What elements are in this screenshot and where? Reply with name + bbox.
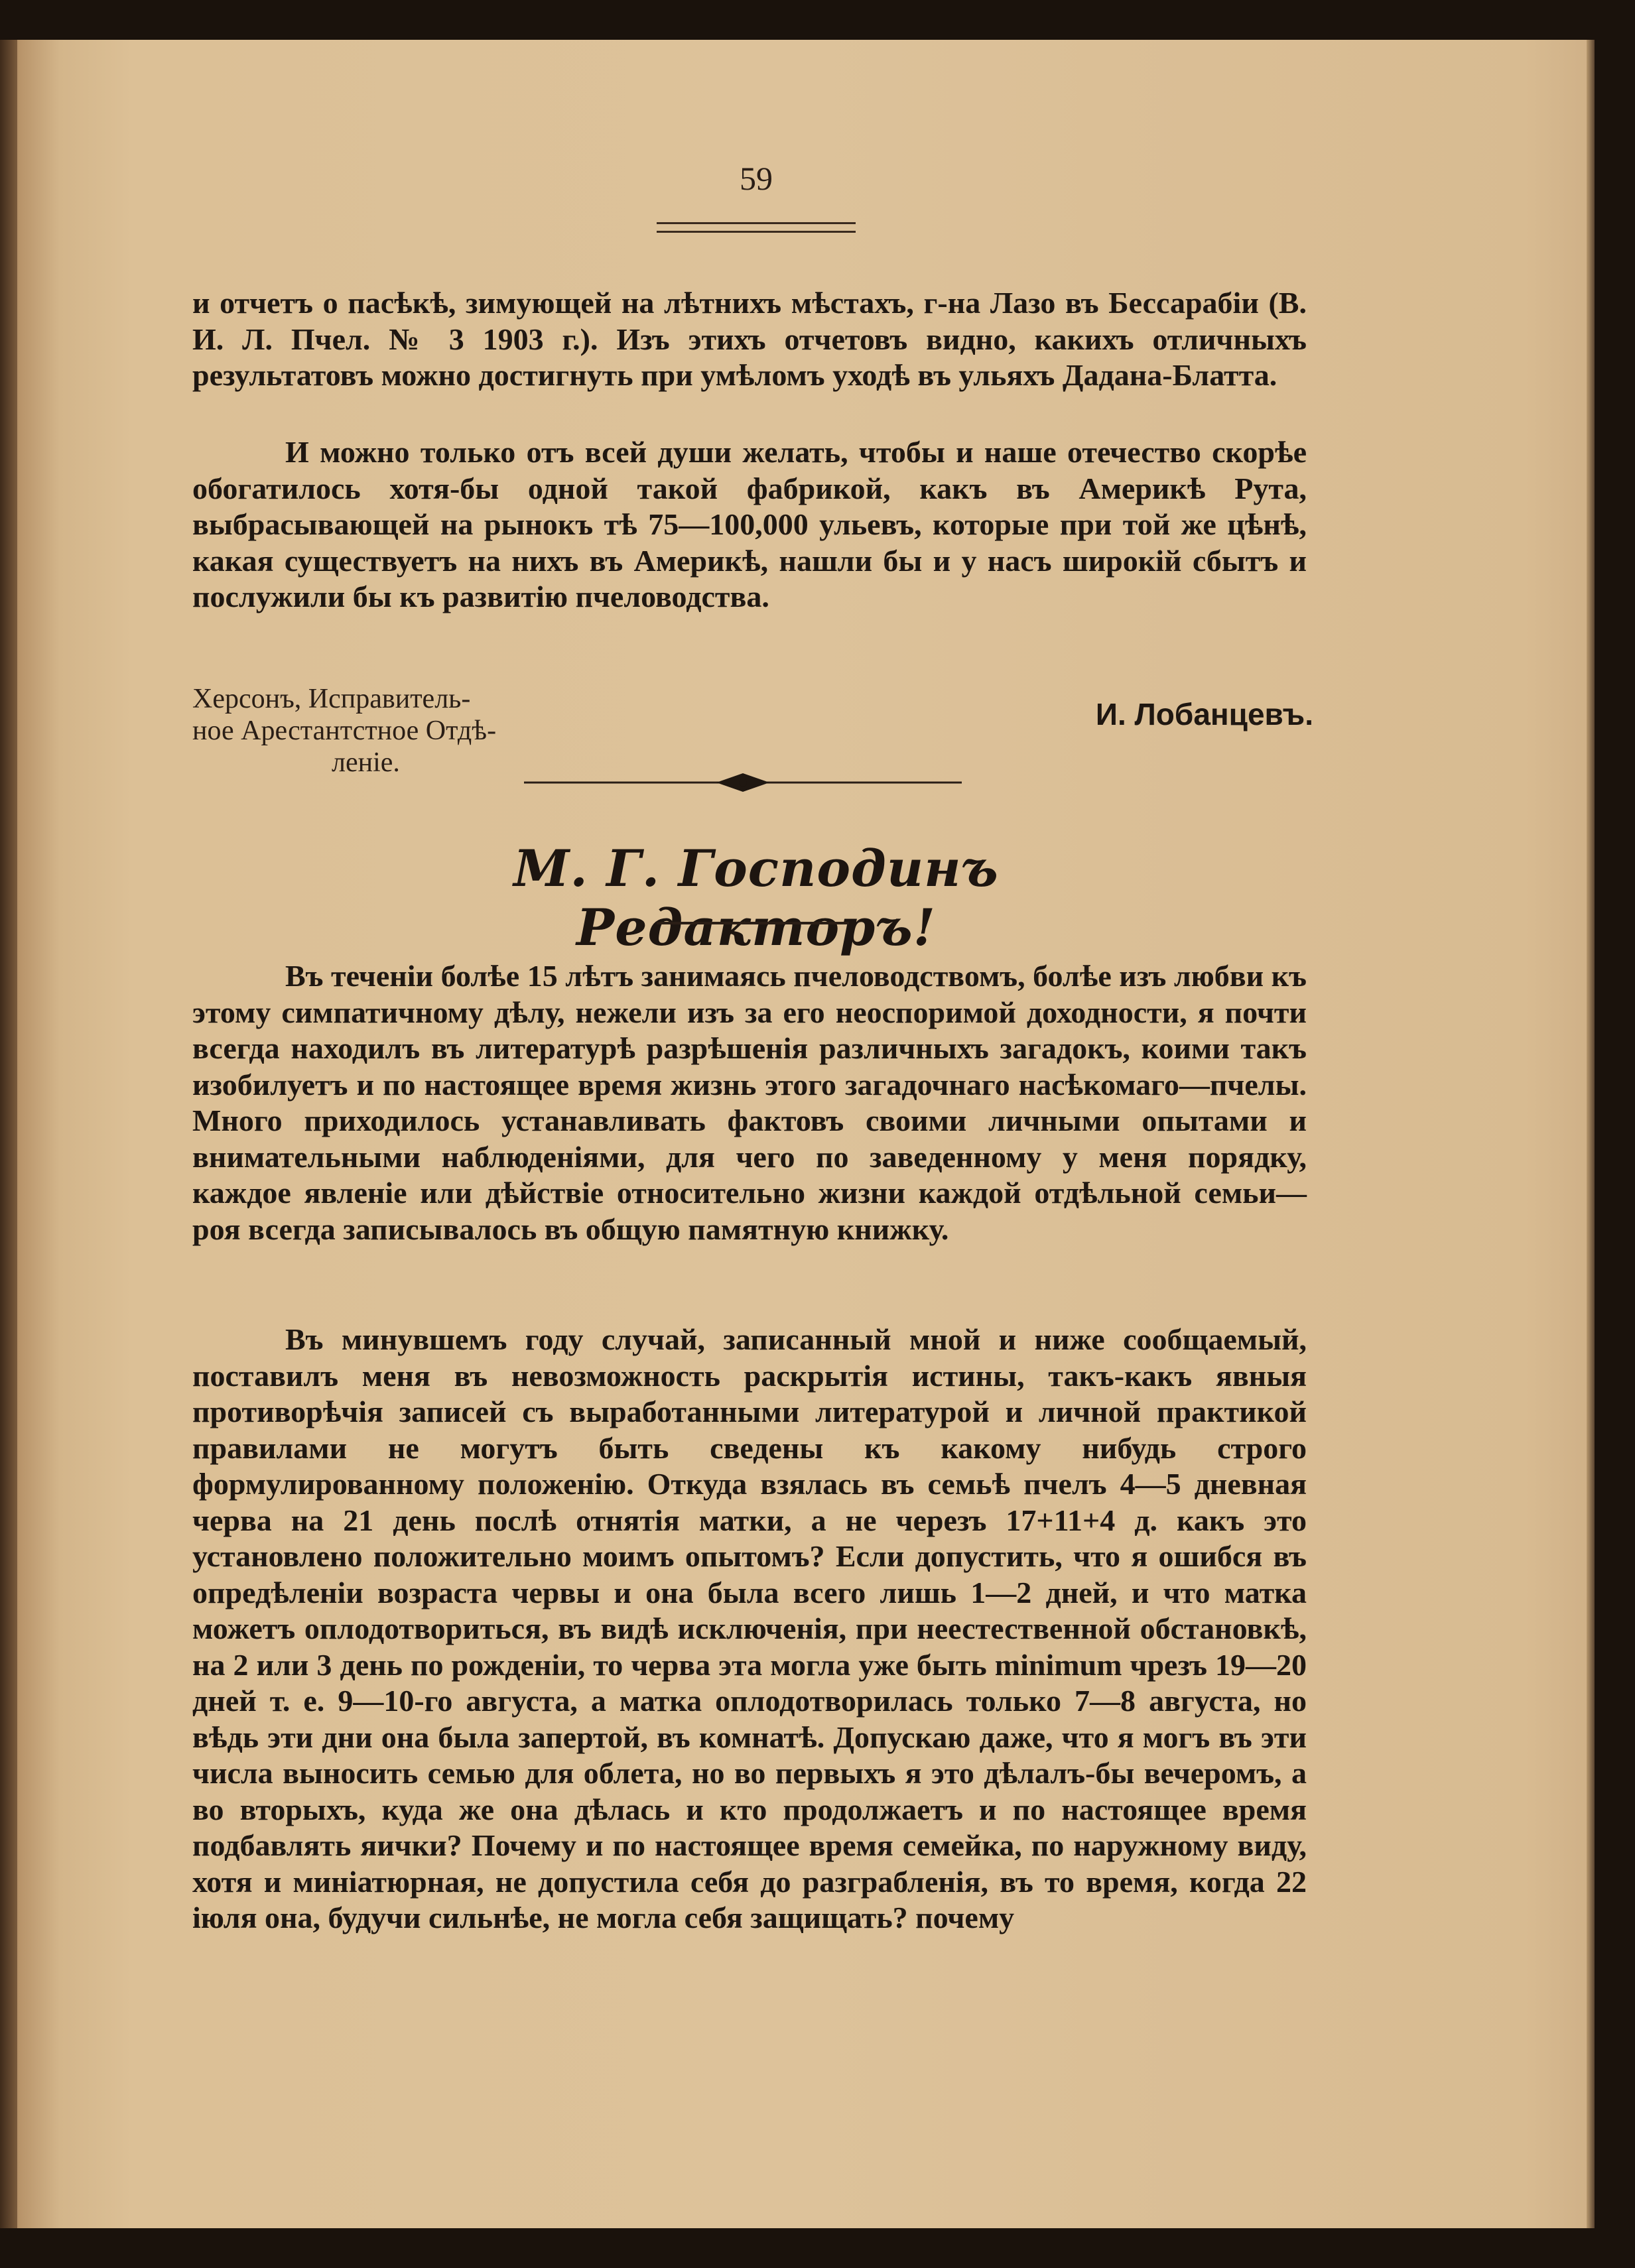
paragraph-2: И можно только отъ всей души желать, чтобы и наше отечество скорѣе обогатилось хотя-бы одной такой фабрикой, какъ въ Америкѣ Рута, выбрасывающей на рынокъ тѣ 75—100,000 ульевъ, которые при той же цѣнѣ, какая существуетъ на нихъ въ Америкѣ, нашли бы и у насъ широкій сбытъ и послужили бы къ развитію пчеловодства. (192, 435, 1307, 613)
place-line-3: леніе. (332, 747, 400, 778)
author-signature: И. Лобанцевъ. (1095, 697, 1313, 731)
place-line-1: Херсонъ, Исправитель- (192, 684, 471, 714)
letter-heading: М. Г. Господинъ Редакторъ! (513, 839, 999, 957)
page-edge-shadow (1587, 40, 1595, 2228)
paragraph-3: Въ теченіи болѣе 15 лѣтъ занимаясь пчеловодствомъ, болѣе изъ любви къ этому симпатичному дѣлу, нежели изъ за его неоспоримой доходности, я почти всегда находилъ въ литературѣ разрѣшенія различныхъ загадокъ, коими такъ изобилуетъ и по настоящее время жизнь этого загадочнаго насѣкомаго—пчелы. Много приходилось устанавливать фактовъ своими личными опытами и внимательными наблюденіями, для чего по заведенному у меня порядку, каждое явленіе или дѣйствіе относительно жизни каждой отдѣльной семьи—роя всегда записывалось въ общую памятную книжку. (192, 959, 1307, 1246)
page-number-rule-bottom (657, 231, 856, 233)
paragraph-4: Въ минувшемъ году случай, записанный мной и ниже сообщаемый, поставилъ меня въ невозможность раскрытія истины, такъ-какъ явныя противорѣчія записей съ выработанными литературой и личной практикой правилами не могутъ быть сведены къ какому нибудь строго формулированному положенію. Откуда взялась въ семьѣ пчелъ 4—5 дневная черва на 21 день послѣ отнятія матки, а не черезъ 17+11+4 д. какъ это установлено положительно моимъ опытомъ? Если допустить, что я ошибся въ опредѣленіи возраста червы и она была всего лишь 1—2 дней, и что матка можетъ оплодотвориться, въ видѣ исключенія, при неестественной обстановкѣ, на 2 или 3 день по рожденіи, то черва эта могла уже быть minimum чрезъ 19—20 дней т. е. 9—10-го августа, а матка оплодотворилась только 7—8 августа, но вѣдь эти дни она была запертой, въ комнатѣ. Допускаю даже, что я могъ въ эти числа выносить семью для облета, но во первыхъ я это дѣлалъ-бы вечеромъ, а во вторыхъ, куда же она дѣлась и кто продолжаетъ и по настоящее время подбавлять яички? Почему и по настоящее время семейка, по наружному виду, хотя и миніатюрная, не допустила себя до разграбленія, въ то время, когда 22 іюля она, будучи сильнѣе, не могла себя защищать? почему (192, 1322, 1307, 1934)
page-number-rule-top (657, 222, 856, 224)
heading-underline (657, 922, 849, 924)
page-number: 59 (740, 160, 773, 197)
paragraph-1: и отчетъ о пасѣкѣ, зимующей на лѣтнихъ мѣстахъ, г-на Лазо въ Бессарабіи (В. И. Л. Пчел. № 3 1903 г.). Изъ этихъ отчетовъ видно, какихъ отличныхъ результатовъ можно достигнуть при умѣломъ уходѣ въ ульяхъ Дадана-Блатта. (192, 286, 1307, 392)
book-spine-shadow (0, 40, 17, 2228)
place-signature (192, 683, 590, 779)
place-line-2: ное Арестантстное Отдѣ- (192, 716, 497, 746)
ornament-divider (524, 769, 962, 796)
